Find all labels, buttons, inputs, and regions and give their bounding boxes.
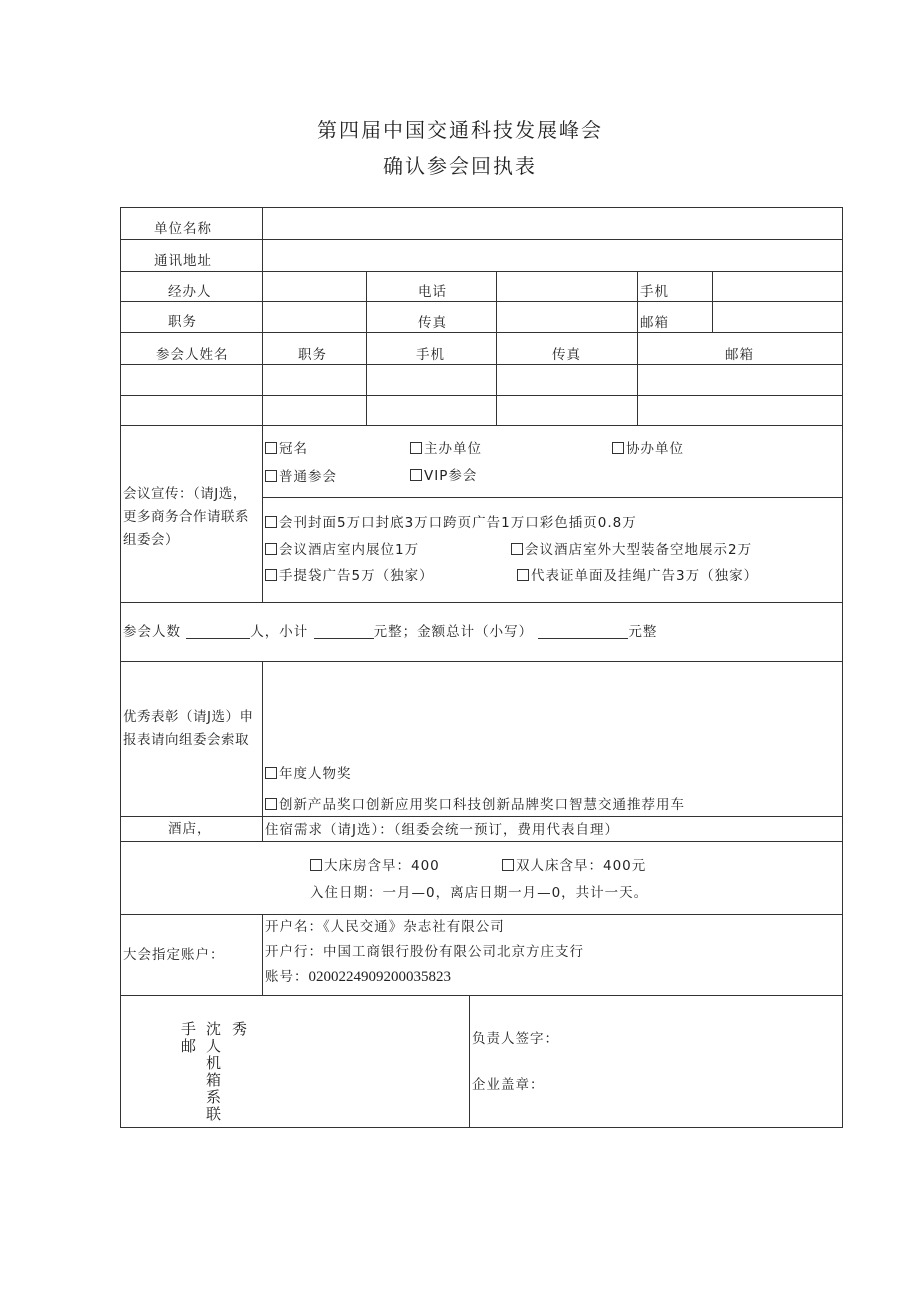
leader-signature-label: 负责人签字： [472,1031,559,1047]
account-name: 开户名：《人民交通》杂志社有限公司 [265,919,505,935]
checkbox-icon [310,859,322,871]
attendee-name-header: 参会人姓名 [156,347,229,363]
page-subtitle: 确认参会回执表 [383,154,537,178]
attendee-count-row: 参会人数 人，小计 元整；金额总计（小写） 元整 [123,624,658,640]
address-field[interactable] [264,241,841,270]
checkbox-icon [612,442,624,454]
promo-ad-bag[interactable]: 手提袋广告5万（独家） [265,567,434,585]
promo-option-title[interactable]: 冠名 [265,440,308,458]
account-bank: 开户行：中国工商银行股份有限公司北京方庄支行 [265,944,584,960]
account-label: 大会指定账户： [123,947,225,963]
hotel-dates: 入住日期：一月—0，离店日期一月—0，共计一天。 [310,885,649,901]
hotel-option-twin[interactable]: 双人床含早：400元 [502,857,646,875]
fax-label: 传真 [418,315,447,331]
page-title: 第四届中国交通科技发展峰会 [317,118,603,142]
attendee-count-input[interactable] [186,624,250,639]
company-seal-label: 企业盖章： [472,1077,545,1093]
promo-ad-badge[interactable]: 代表证单面及挂绳广告3万（独家） [517,567,758,585]
hotel-need-text: 住宿需求（请J选）：（组委会统一预订，费用代表自理） [265,822,619,838]
handler-label: 经办人 [168,284,212,300]
checkbox-icon [265,767,277,779]
position-field[interactable] [264,303,365,331]
unit-name-field[interactable] [264,209,841,238]
account-number: 0200224909200035823 [308,969,451,985]
phone-label: 电话 [418,284,447,300]
unit-name-label: 单位名称 [154,221,212,237]
leader-signature-field[interactable] [580,1022,830,1056]
total-input[interactable] [538,624,628,639]
promo-option-host[interactable]: 主办单位 [410,440,482,458]
account-number-row: 账号：0200224909200035823 [265,969,451,985]
attendee-fax-header: 传真 [552,347,581,363]
position-label: 职务 [168,314,197,330]
checkbox-icon [265,798,277,810]
checkbox-icon [265,470,277,482]
checkbox-icon [265,516,277,528]
award-option-person[interactable]: 年度人物奖 [265,765,352,783]
contact-col-3: 秀 [232,1020,248,1038]
checkbox-icon [502,859,514,871]
checkbox-icon [511,543,523,555]
promo-option-normal[interactable]: 普通参会 [265,468,337,486]
handler-field[interactable] [264,273,365,300]
promo-option-vip[interactable]: VIP参会 [410,467,477,485]
checkbox-icon [265,442,277,454]
award-label: 优秀表彰（请J选）申报表请向组委会索取 [123,709,254,748]
attendee-email-header: 邮箱 [725,347,754,363]
promo-ad-indoor[interactable]: 会议酒店室内展位1万 [265,541,419,559]
email-label: 邮箱 [640,315,669,331]
hotel-option-king[interactable]: 大床房含早：400 [310,857,440,875]
award-option-row-2[interactable]: 创新产品奖口创新应用奖口科技创新品牌奖口智慧交通推荐用车 [265,796,685,814]
email-field[interactable] [714,303,842,331]
fax-field[interactable] [498,303,636,331]
promo-option-co[interactable]: 协办单位 [612,440,684,458]
checkbox-icon [265,543,277,555]
attendee-row[interactable] [122,366,842,394]
promo-ad-row-1[interactable]: 会刊封面5万口封底3万口跨页广告1万口彩色插页0.8万 [265,514,637,532]
attendee-row[interactable] [122,397,842,424]
checkbox-icon [517,569,529,581]
subtotal-input[interactable] [314,624,374,639]
contact-col-1: 手邮 [181,1020,197,1055]
checkbox-icon [265,569,277,581]
phone-field[interactable] [498,273,636,300]
checkbox-icon [410,469,422,481]
mobile-label: 手机 [640,284,669,300]
promo-label: 会议宣传：（请J选，更多商务合作请联系组委会） [123,486,249,548]
checkbox-icon [410,442,422,454]
mobile-field[interactable] [714,273,842,300]
company-seal-field[interactable] [560,1066,830,1116]
address-label: 通讯地址 [154,253,212,269]
attendee-mobile-header: 手机 [416,347,445,363]
attendee-position-header: 职务 [298,347,327,363]
hotel-label: 酒店， [168,821,212,837]
promo-ad-outdoor[interactable]: 会议酒店室外大型装备空地展示2万 [511,541,752,559]
contact-col-2: 沈人机箱系联 [206,1020,222,1123]
